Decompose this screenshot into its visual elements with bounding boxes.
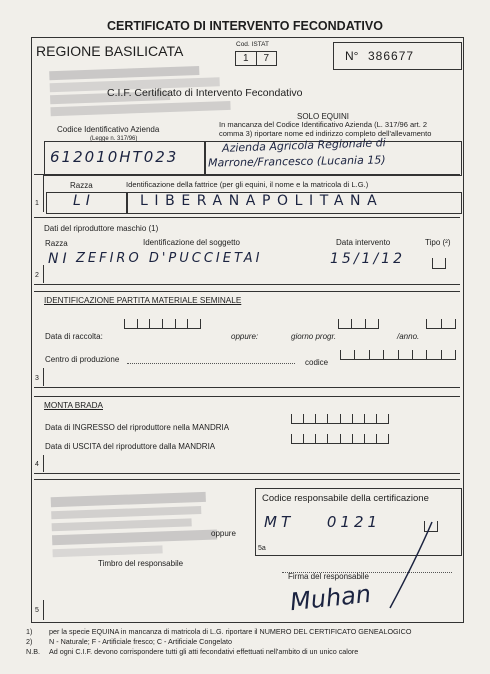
timbro-label: Timbro del responsabile	[98, 559, 184, 568]
region-label: REGIONE BASILICATA	[36, 43, 184, 59]
data-ingresso-boxes	[291, 414, 389, 424]
section-3-divider	[43, 368, 44, 386]
firma-signature: Muhan	[288, 579, 373, 617]
oppure-label: oppure:	[231, 332, 259, 341]
section-2-heading: Dati del riproduttore maschio (1)	[44, 224, 159, 233]
section-3-number: 3	[35, 375, 39, 382]
certificate-number: 386677	[368, 49, 415, 63]
codice-boxes	[340, 350, 456, 360]
data-intervento-value: 15/1/12	[330, 251, 405, 267]
centro-produzione-line	[127, 363, 295, 364]
section-5-divider	[43, 600, 44, 620]
anno-boxes	[426, 319, 456, 329]
code-azienda-value: 612010HT023	[50, 148, 179, 166]
fattrice-value: LIBERANAPOLITANA	[140, 193, 384, 209]
farm-address-handwritten-2: Marrone/Francesco (Lucania 15)	[207, 153, 386, 170]
codice-responsabile-label: Codice responsabile della certificazione	[262, 493, 429, 504]
tipo-label: Tipo (²)	[425, 238, 451, 247]
soggetto-label: Identificazione del soggetto	[143, 238, 240, 247]
anno-label: /anno.	[397, 332, 420, 341]
giorno-progr-boxes	[338, 319, 379, 329]
razza-value: LI	[73, 193, 95, 209]
section-3-heading: IDENTIFICAZIONE PARTITA MATERIALE SEMINALE	[44, 296, 242, 305]
male-razza-label: Razza	[45, 239, 68, 248]
code-azienda-label: Codice Identificativo Azienda	[57, 125, 160, 134]
male-razza-value: NI	[48, 251, 71, 267]
footnote-2-number: 2)	[26, 637, 33, 646]
data-raccolta-label: Data di raccolta:	[45, 332, 103, 341]
data-uscita-label: Data di USCITA del riproduttore dalla MANDRIA	[45, 442, 216, 451]
certificate-number-prefix: N°	[345, 49, 359, 63]
soggetto-value: ZEFIRO D'PUCCIETAI	[76, 251, 263, 266]
footnote-nb: Ad ogni C.I.F. devono corrispondere tutti gli atti fecondativi effettuati nell'ambito di un unico calore	[49, 647, 359, 656]
tipo-input-box	[432, 258, 446, 269]
section-1-number: 1	[35, 200, 39, 207]
section-1-divider	[43, 174, 44, 212]
section-2-divider	[43, 265, 44, 283]
issuer-note-line2: comma 3) riportare nome ed indirizzo completo dell'allevamento	[219, 129, 432, 138]
law-reference: (Legge n. 317/96)	[90, 136, 138, 142]
section-4-heading: MONTA BRADA	[44, 401, 103, 410]
codice-label: codice	[305, 358, 329, 367]
footnote-nb-number: N.B.	[26, 647, 40, 656]
section-4-divider	[43, 455, 44, 472]
data-intervento-label: Data intervento	[336, 238, 391, 247]
signature-stroke	[380, 520, 440, 610]
footnote-2: N - Naturale; F - Artificiale fresco; C - Artificiale Congelato	[49, 637, 232, 646]
centro-produzione-label: Centro di produzione	[45, 355, 120, 364]
razza-label: Razza	[70, 181, 93, 190]
issuer-note-line1: In mancanza del Codice Identificativo Azienda (L. 317/96 art. 2	[219, 120, 428, 129]
data-raccolta-boxes	[124, 319, 201, 329]
section-2-number: 2	[35, 272, 39, 279]
solo-equini-label: SOLO EQUINI	[297, 112, 350, 121]
farm-address-handwritten-1: Azienda Agricola Regionale di	[221, 136, 386, 155]
footnote-1-number: 1)	[26, 627, 33, 636]
data-uscita-boxes	[291, 434, 389, 444]
istat-digit: 1	[236, 52, 257, 65]
oppure-5-label: oppure	[211, 529, 236, 538]
label-5a: 5a	[258, 545, 266, 552]
firma-label: Firma del responsabile	[288, 572, 369, 581]
data-ingresso-label: Data di INGRESSO del riproduttore nella MANDRIA	[45, 423, 230, 432]
istat-code-box	[235, 51, 277, 66]
section-4-number: 4	[35, 461, 39, 468]
istat-label: Cod. ISTAT	[236, 41, 269, 48]
fattrice-label: Identificazione della fattrice (per gli equini, il nome e la matricola di L.G.)	[126, 180, 369, 189]
section-5-number: 5	[35, 607, 39, 614]
cif-subtitle: C.I.F. Certificato di Intervento Fecondativo	[107, 87, 303, 99]
page-title: CERTIFICATO DI INTERVENTO FECONDATIVO	[107, 19, 383, 33]
giorno-progr-label: giorno progr.	[291, 332, 337, 341]
istat-digit: 7	[263, 53, 270, 64]
codice-responsabile-value: MT 0121	[264, 513, 382, 531]
footnote-1: per la specie EQUINA in mancanza di matricola di L.G. riportare il NUMERO DEL CERTIFICATO GENEALOGICO	[49, 627, 412, 636]
